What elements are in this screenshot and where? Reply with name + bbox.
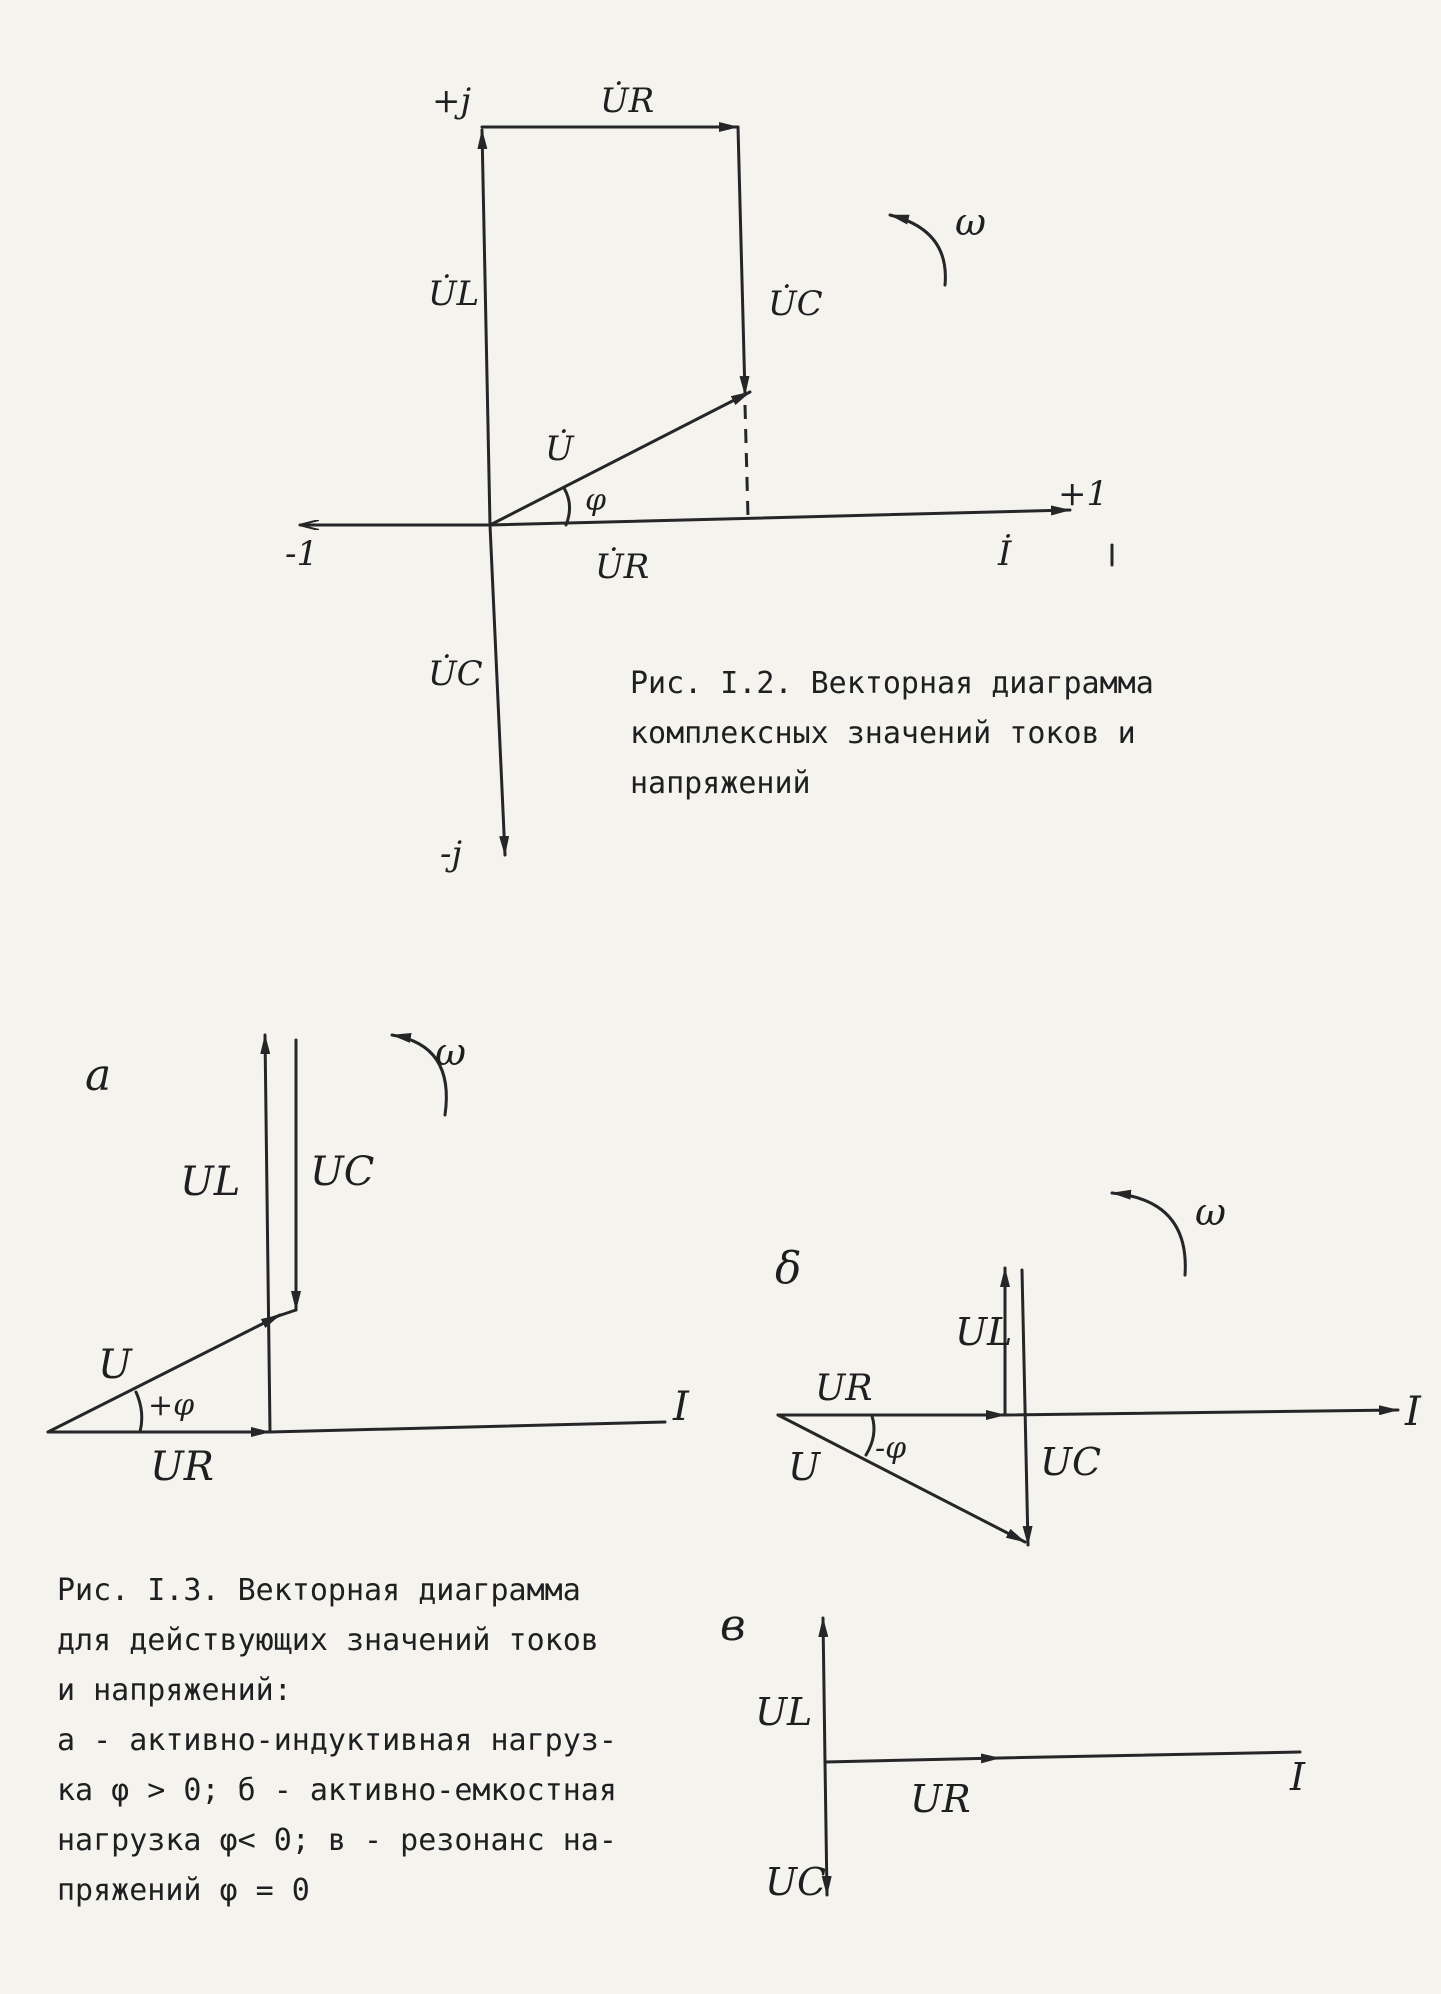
vector-uc-right [738, 127, 745, 395]
caption-1-2-line-3: напряжений [630, 766, 811, 801]
label-neg-1: -1 [285, 534, 319, 574]
figure-1-3-b [775, 1190, 1422, 1545]
figure-1-3-c [720, 1600, 1306, 1904]
caption-1-3-line-6: нагрузка φ< 0; в - резонанс на- [57, 1823, 617, 1858]
caption-1-2-line-1: Рис. I.2. Векторная диаграмма [630, 666, 1154, 701]
label-letter-a: а [85, 1050, 112, 1101]
label-letter-b: δ [775, 1243, 802, 1294]
label-pos-j: +j [432, 81, 472, 121]
label-ur-axis: U̇R [595, 547, 650, 587]
caption-1-3-line-1: Рис. I.3. Векторная диаграмма [57, 1573, 581, 1608]
label-uc-bottom: U̇C [428, 654, 483, 694]
label-ul-b: UL [955, 1310, 1013, 1354]
label-phi-b: -φ [875, 1431, 907, 1466]
caption-1-3-line-5: ка φ > 0; б - активно-емкостная [57, 1773, 617, 1808]
label-neg-j: -j [440, 834, 463, 874]
phi-arc-b [866, 1416, 874, 1455]
label-uc-right: U̇C [768, 284, 823, 324]
label-u-b: U [788, 1445, 821, 1489]
axis-imaginary-positive [482, 130, 490, 525]
projection-dashed-line [745, 405, 748, 517]
label-ul-a: UL [180, 1159, 241, 1205]
label-uc-a: UC [310, 1149, 375, 1195]
caption-1-3-line-7: пряжений φ = 0 [57, 1873, 310, 1908]
vector-ur-c [825, 1758, 1000, 1762]
caption-1-3-line-2: для действующих значений токов [57, 1623, 599, 1658]
label-pos-1: +1 [1058, 474, 1109, 514]
label-omega: ω [955, 200, 986, 244]
label-uc-b: UC [1040, 1440, 1102, 1484]
label-phi: φ [585, 483, 607, 518]
vector-ul-c [823, 1618, 825, 1762]
label-i-b: I [1405, 1389, 1421, 1435]
caption-1-2-line-2: комплексных значений токов и [630, 716, 1136, 751]
label-i: İ [998, 534, 1012, 574]
omega-rotation-arrow-b [1112, 1193, 1185, 1275]
vector-ul-a [265, 1035, 270, 1432]
label-u: U̇ [545, 429, 574, 469]
phi-arc-a [136, 1392, 142, 1432]
axis-imaginary-negative [490, 525, 505, 855]
caption-1-3-line-3: и напряжений: [57, 1673, 292, 1708]
label-i-a: I [673, 1384, 689, 1430]
label-omega-b: ω [1195, 1190, 1226, 1234]
axis-current-b [1005, 1410, 1398, 1415]
vector-u [490, 392, 750, 525]
omega-rotation-arrow [890, 215, 945, 285]
figure-1-2 [285, 81, 1154, 874]
label-u-a: U [98, 1342, 132, 1388]
axis-real-positive [490, 510, 1070, 525]
label-ur-b: UR [815, 1368, 873, 1409]
label-ur-top: U̇R [600, 81, 655, 121]
vector-uc-b [1022, 1270, 1028, 1545]
label-ur-a: UR [150, 1444, 214, 1490]
axis-current-c [1000, 1752, 1300, 1758]
caption-1-3-line-4: а - активно-индуктивная нагруз- [57, 1723, 617, 1758]
label-letter-c: в [720, 1600, 746, 1651]
label-ul: U̇L [428, 274, 480, 314]
label-omega-a: ω [435, 1030, 466, 1074]
phi-arc [564, 488, 570, 525]
label-ur-c: UR [910, 1777, 971, 1821]
caption-1-3 [57, 1573, 617, 1908]
label-ul-c: UL [755, 1690, 813, 1734]
axis-current-a [270, 1422, 665, 1432]
label-uc-c: UC [765, 1860, 827, 1904]
label-i-c: I [1290, 1755, 1306, 1799]
label-phi-a: +φ [148, 1388, 195, 1423]
figure-1-3-a [48, 1030, 690, 1490]
